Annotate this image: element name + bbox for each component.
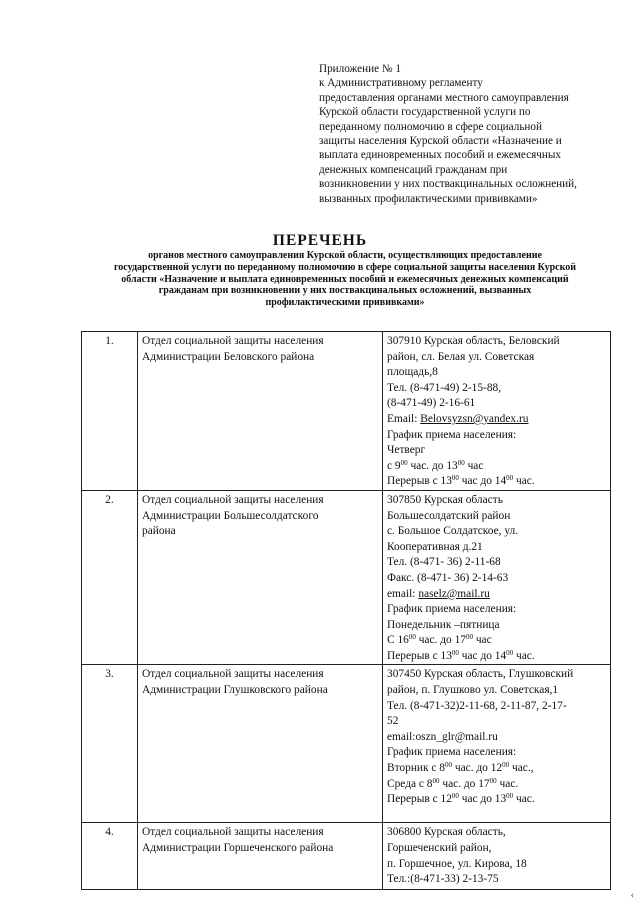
appendix-line: денежных компенсаций гражданам при	[319, 163, 508, 176]
department-line: Администрации Беловского района	[142, 350, 315, 363]
email-link[interactable]: naselz@mail.ru	[418, 587, 490, 600]
email-link[interactable]: oszn_glr@mail.ru	[415, 730, 498, 743]
department-line: Отдел социальной защиты населения	[142, 826, 324, 839]
address-line: Кооперативная д.21	[387, 540, 483, 553]
table-row	[82, 665, 611, 823]
phone-line: Тел.:(8-471-33) 2-13-75	[387, 873, 499, 886]
hours-text: час. до 17	[439, 777, 490, 790]
break-minutes: 00	[451, 792, 459, 801]
hours-text: с 9	[387, 459, 401, 472]
schedule-break	[387, 792, 606, 808]
appendix-line: Курской области государственной услуги по	[319, 106, 531, 119]
row-number: 3.	[82, 665, 138, 823]
address-line: район, п. Глушково ул. Советская,1	[387, 684, 559, 697]
schedule-label: График приема населения:	[387, 746, 517, 759]
hours-text: Среда с 8	[387, 777, 433, 790]
email-line	[387, 412, 606, 428]
schedule-hours	[387, 633, 606, 649]
schedule-break	[387, 474, 606, 490]
appendix-line: возникновении у них поствакцинальных осложнений,	[319, 178, 577, 191]
hours-minutes: 00	[465, 633, 473, 642]
table-row	[82, 332, 611, 491]
break-text: час.	[513, 793, 535, 806]
address-line: п. Горшечное, ул. Кирова, 18	[387, 857, 527, 870]
address-line: с. Большое Солдатское, ул.	[387, 525, 519, 538]
hours-minutes: 00	[408, 633, 416, 642]
schedule-hours	[387, 459, 606, 475]
schedule-hours	[387, 777, 606, 793]
schedule-label: График приема населения:	[387, 603, 517, 616]
subtitle-line: государственной услуги по переданному полномочию в сфере социальной защиты населения Курской	[113, 261, 577, 273]
department-name	[138, 490, 383, 665]
address-line: 307850 Курская область	[387, 493, 503, 506]
appendix-line: предоставления органами местного самоуправления	[319, 91, 569, 104]
hours-minutes: 00	[432, 776, 440, 785]
contact-info	[383, 490, 611, 665]
contact-info	[383, 823, 611, 890]
phone-line: Тел. (8-471-49) 2-15-88,	[387, 381, 502, 394]
phone-line: Тел. (8-471-32)2-11-68, 2-11-87, 2-17-	[387, 699, 567, 712]
hours-minutes: 00	[489, 776, 497, 785]
break-text: час до 13	[458, 793, 507, 806]
document-subtitle	[80, 250, 610, 309]
address-line: 307450 Курская область, Глушковский	[387, 668, 574, 681]
row-number: 1.	[82, 332, 138, 491]
email-link[interactable]: Belovsyzsn@yandex.ru	[420, 412, 529, 425]
break-text: час.	[513, 475, 535, 488]
schedule-break	[387, 649, 606, 665]
appendix-header	[319, 62, 604, 206]
contact-info	[383, 665, 611, 823]
subtitle-line: органов местного самоуправления Курской области, осуществляющих предоставление	[148, 250, 542, 261]
table-row	[82, 490, 611, 665]
appendix-line: Приложение № 1	[319, 63, 401, 75]
break-minutes: 00	[506, 474, 514, 483]
email-label: email:	[387, 730, 416, 743]
phone-line: 52	[387, 715, 399, 728]
subtitle-line: профилактическими прививками»	[265, 297, 425, 309]
address-line: Большесолдатский район	[387, 509, 511, 522]
row-number: 2.	[82, 490, 138, 665]
document-title: ПЕРЕЧЕНЬ	[272, 232, 368, 249]
address-line: район, сл. Белая ул. Советская	[387, 350, 535, 363]
break-minutes: 00	[451, 474, 459, 483]
hours-text: С 16	[387, 634, 409, 647]
department-name	[138, 332, 383, 491]
fax-line: Факс. (8-471- 36) 2-14-63	[387, 571, 509, 584]
break-text: Перерыв с 13	[387, 649, 452, 662]
address-line: площадь,8	[387, 366, 438, 379]
hours-text: Вторник с 8	[387, 762, 445, 775]
department-line: района	[142, 525, 176, 538]
hours-text: час.	[496, 777, 519, 790]
address-line: Горшеченский район,	[387, 842, 492, 855]
hours-minutes: 00	[445, 761, 452, 770]
address-line: 306800 Курская область,	[387, 826, 506, 839]
department-line: Отдел социальной защиты населения	[142, 668, 324, 681]
department-name	[138, 823, 383, 890]
department-line: Отдел социальной защиты населения	[142, 335, 324, 347]
hours-minutes: 00	[502, 761, 510, 770]
break-minutes: 00	[506, 792, 514, 801]
hours-text: час. до 12	[452, 762, 503, 775]
break-minutes: 00	[451, 648, 459, 657]
department-name	[138, 665, 383, 823]
hours-minutes: 00	[457, 458, 465, 467]
email-line	[387, 587, 606, 603]
hours-text: час	[472, 634, 492, 647]
schedule-days: Понедельник –пятница	[387, 618, 500, 631]
subtitle-line: гражданам при возникновении у них поствакцинальных осложнений, вызванных	[158, 285, 532, 297]
break-text: час до 14	[458, 649, 507, 662]
hours-text: час. до 17	[415, 634, 466, 647]
department-line: Администрации Горшеченского района	[142, 842, 334, 855]
hours-minutes: 00	[400, 458, 408, 467]
email-line	[387, 730, 606, 746]
hours-text: час. до 13	[407, 459, 458, 472]
appendix-line: защиты населения Курской области «Назначение и	[319, 135, 562, 148]
appendix-line: к Административному регламенту	[319, 77, 483, 90]
scan-mark: ‹	[630, 890, 634, 901]
contact-info	[383, 332, 611, 491]
appendix-line: вызванных профилактическими прививками»	[319, 192, 538, 205]
phone-line: Тел. (8-471- 36) 2-11-68	[387, 556, 501, 569]
schedule-days: Четверг	[387, 444, 426, 457]
schedule-label: График приема населения:	[387, 428, 517, 441]
email-label: Email:	[387, 412, 421, 425]
break-text: час до 14	[458, 475, 507, 488]
break-text: час.	[513, 649, 535, 662]
department-line: Администрации Глушковского района	[142, 684, 328, 697]
break-minutes: 00	[506, 648, 514, 657]
table-row	[82, 823, 611, 890]
phone-line: (8-471-49) 2-16-61	[387, 397, 476, 410]
subtitle-line: области «Назначение и выплата единовременных пособий и ежемесячных денежных компенсаций	[121, 273, 569, 285]
appendix-line: выплата единовременных пособий и ежемесячных	[319, 149, 562, 162]
schedule-hours	[387, 761, 606, 777]
appendix-line: переданному полномочию в сфере социальной	[319, 120, 542, 133]
department-line: Отдел социальной защиты населения	[142, 493, 324, 506]
hours-text: час.,	[509, 762, 534, 775]
email-label: email:	[387, 587, 419, 600]
hours-text: час	[464, 459, 484, 472]
break-text: Перерыв с 13	[387, 475, 452, 488]
department-line: Администрации Большесолдатского	[142, 509, 319, 522]
address-line: 307910 Курская область, Беловский	[387, 335, 560, 347]
row-number: 4.	[82, 823, 138, 890]
departments-table	[81, 331, 611, 890]
break-text: Перерыв с 12	[387, 793, 452, 806]
